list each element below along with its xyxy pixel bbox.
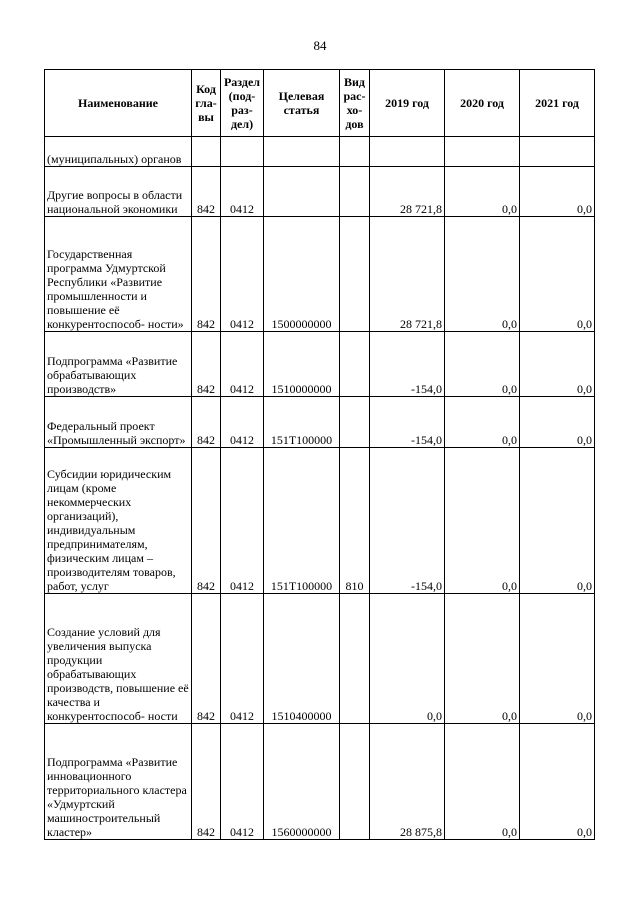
row-2020: 0,0 (445, 167, 520, 217)
row-name: Подпрограмма «Развитие обрабатывающих производств» (45, 332, 192, 397)
row-2019: 28 875,8 (370, 724, 445, 840)
row-2019: -154,0 (370, 332, 445, 397)
row-kod: 842 (192, 217, 221, 332)
row-razdel: 0412 (221, 217, 264, 332)
row-razdel: 0412 (221, 724, 264, 840)
row-vid (340, 137, 370, 167)
row-name: Подпрограмма «Развитие инновационного территориального кластера «Удмуртский машиностроительный кластер» (45, 724, 192, 840)
row-kod: 842 (192, 167, 221, 217)
table-row (45, 724, 595, 840)
row-razdel: 0412 (221, 332, 264, 397)
row-2021 (520, 137, 595, 167)
row-razdel: 0412 (221, 397, 264, 448)
row-vid (340, 217, 370, 332)
row-name: (муниципальных) органов (45, 137, 192, 167)
row-2019: -154,0 (370, 448, 445, 594)
row-vid (340, 724, 370, 840)
header-vid: Вид рас- хо- дов (340, 70, 370, 137)
row-name: Создание условий для увеличения выпуска продукции обрабатывающих производств, повышение её качества и конкурентоспособ- ности (45, 594, 192, 724)
row-2021: 0,0 (520, 217, 595, 332)
page-number: 84 (313, 38, 327, 53)
row-celevaya: 1510400000 (264, 594, 340, 724)
row-kod: 842 (192, 724, 221, 840)
table-row (45, 332, 595, 397)
row-2020: 0,0 (445, 594, 520, 724)
row-vid (340, 332, 370, 397)
row-razdel: 0412 (221, 167, 264, 217)
row-celevaya: 151Т100000 (264, 397, 340, 448)
row-2021: 0,0 (520, 594, 595, 724)
row-2021: 0,0 (520, 167, 595, 217)
row-celevaya: 151Т100000 (264, 448, 340, 594)
table-row (45, 137, 595, 167)
row-celevaya: 1500000000 (264, 217, 340, 332)
budget-table (44, 69, 595, 840)
header-2021: 2021 год (520, 70, 595, 137)
table-row (45, 217, 595, 332)
row-kod (192, 137, 221, 167)
table-row (45, 167, 595, 217)
table-row (45, 397, 595, 448)
row-2020: 0,0 (445, 448, 520, 594)
row-vid: 810 (340, 448, 370, 594)
row-name: Государственная программа Удмуртской Республики «Развитие промышленности и повышение её конкурентоспособ- ности» (45, 217, 192, 332)
row-razdel: 0412 (221, 594, 264, 724)
row-name: Субсидии юридическим лицам (кроме некоммерческих организаций), индивидуальным предпринимателям, физическим лицам – производителям товаров, работ, услуг (45, 448, 192, 594)
row-2019 (370, 137, 445, 167)
row-2019: 28 721,8 (370, 167, 445, 217)
row-2021: 0,0 (520, 332, 595, 397)
row-vid (340, 397, 370, 448)
table-row (45, 594, 595, 724)
row-2019: 0,0 (370, 594, 445, 724)
row-celevaya (264, 137, 340, 167)
row-celevaya (264, 167, 340, 217)
row-name: Федеральный проект «Промышленный экспорт» (45, 397, 192, 448)
row-2019: 28 721,8 (370, 217, 445, 332)
row-2020 (445, 137, 520, 167)
row-vid (340, 594, 370, 724)
row-2021: 0,0 (520, 724, 595, 840)
row-kod: 842 (192, 332, 221, 397)
row-vid (340, 167, 370, 217)
header-celevaya: Целевая статья (264, 70, 340, 137)
row-2019: -154,0 (370, 397, 445, 448)
header-2019: 2019 год (370, 70, 445, 137)
table-row (45, 448, 595, 594)
row-name: Другие вопросы в области национальной экономики (45, 167, 192, 217)
row-2021: 0,0 (520, 448, 595, 594)
row-kod: 842 (192, 397, 221, 448)
row-2020: 0,0 (445, 724, 520, 840)
row-2020: 0,0 (445, 217, 520, 332)
table-header-row (45, 70, 595, 137)
row-2020: 0,0 (445, 332, 520, 397)
header-razdel: Раздел (под- раз- дел) (221, 70, 264, 137)
row-razdel (221, 137, 264, 167)
row-2020: 0,0 (445, 397, 520, 448)
row-celevaya: 1560000000 (264, 724, 340, 840)
header-kod: Код гла- вы (192, 70, 221, 137)
row-kod: 842 (192, 594, 221, 724)
row-celevaya: 1510000000 (264, 332, 340, 397)
row-razdel: 0412 (221, 448, 264, 594)
header-2020: 2020 год (445, 70, 520, 137)
header-name: Наименование (45, 70, 192, 137)
row-kod: 842 (192, 448, 221, 594)
row-2021: 0,0 (520, 397, 595, 448)
